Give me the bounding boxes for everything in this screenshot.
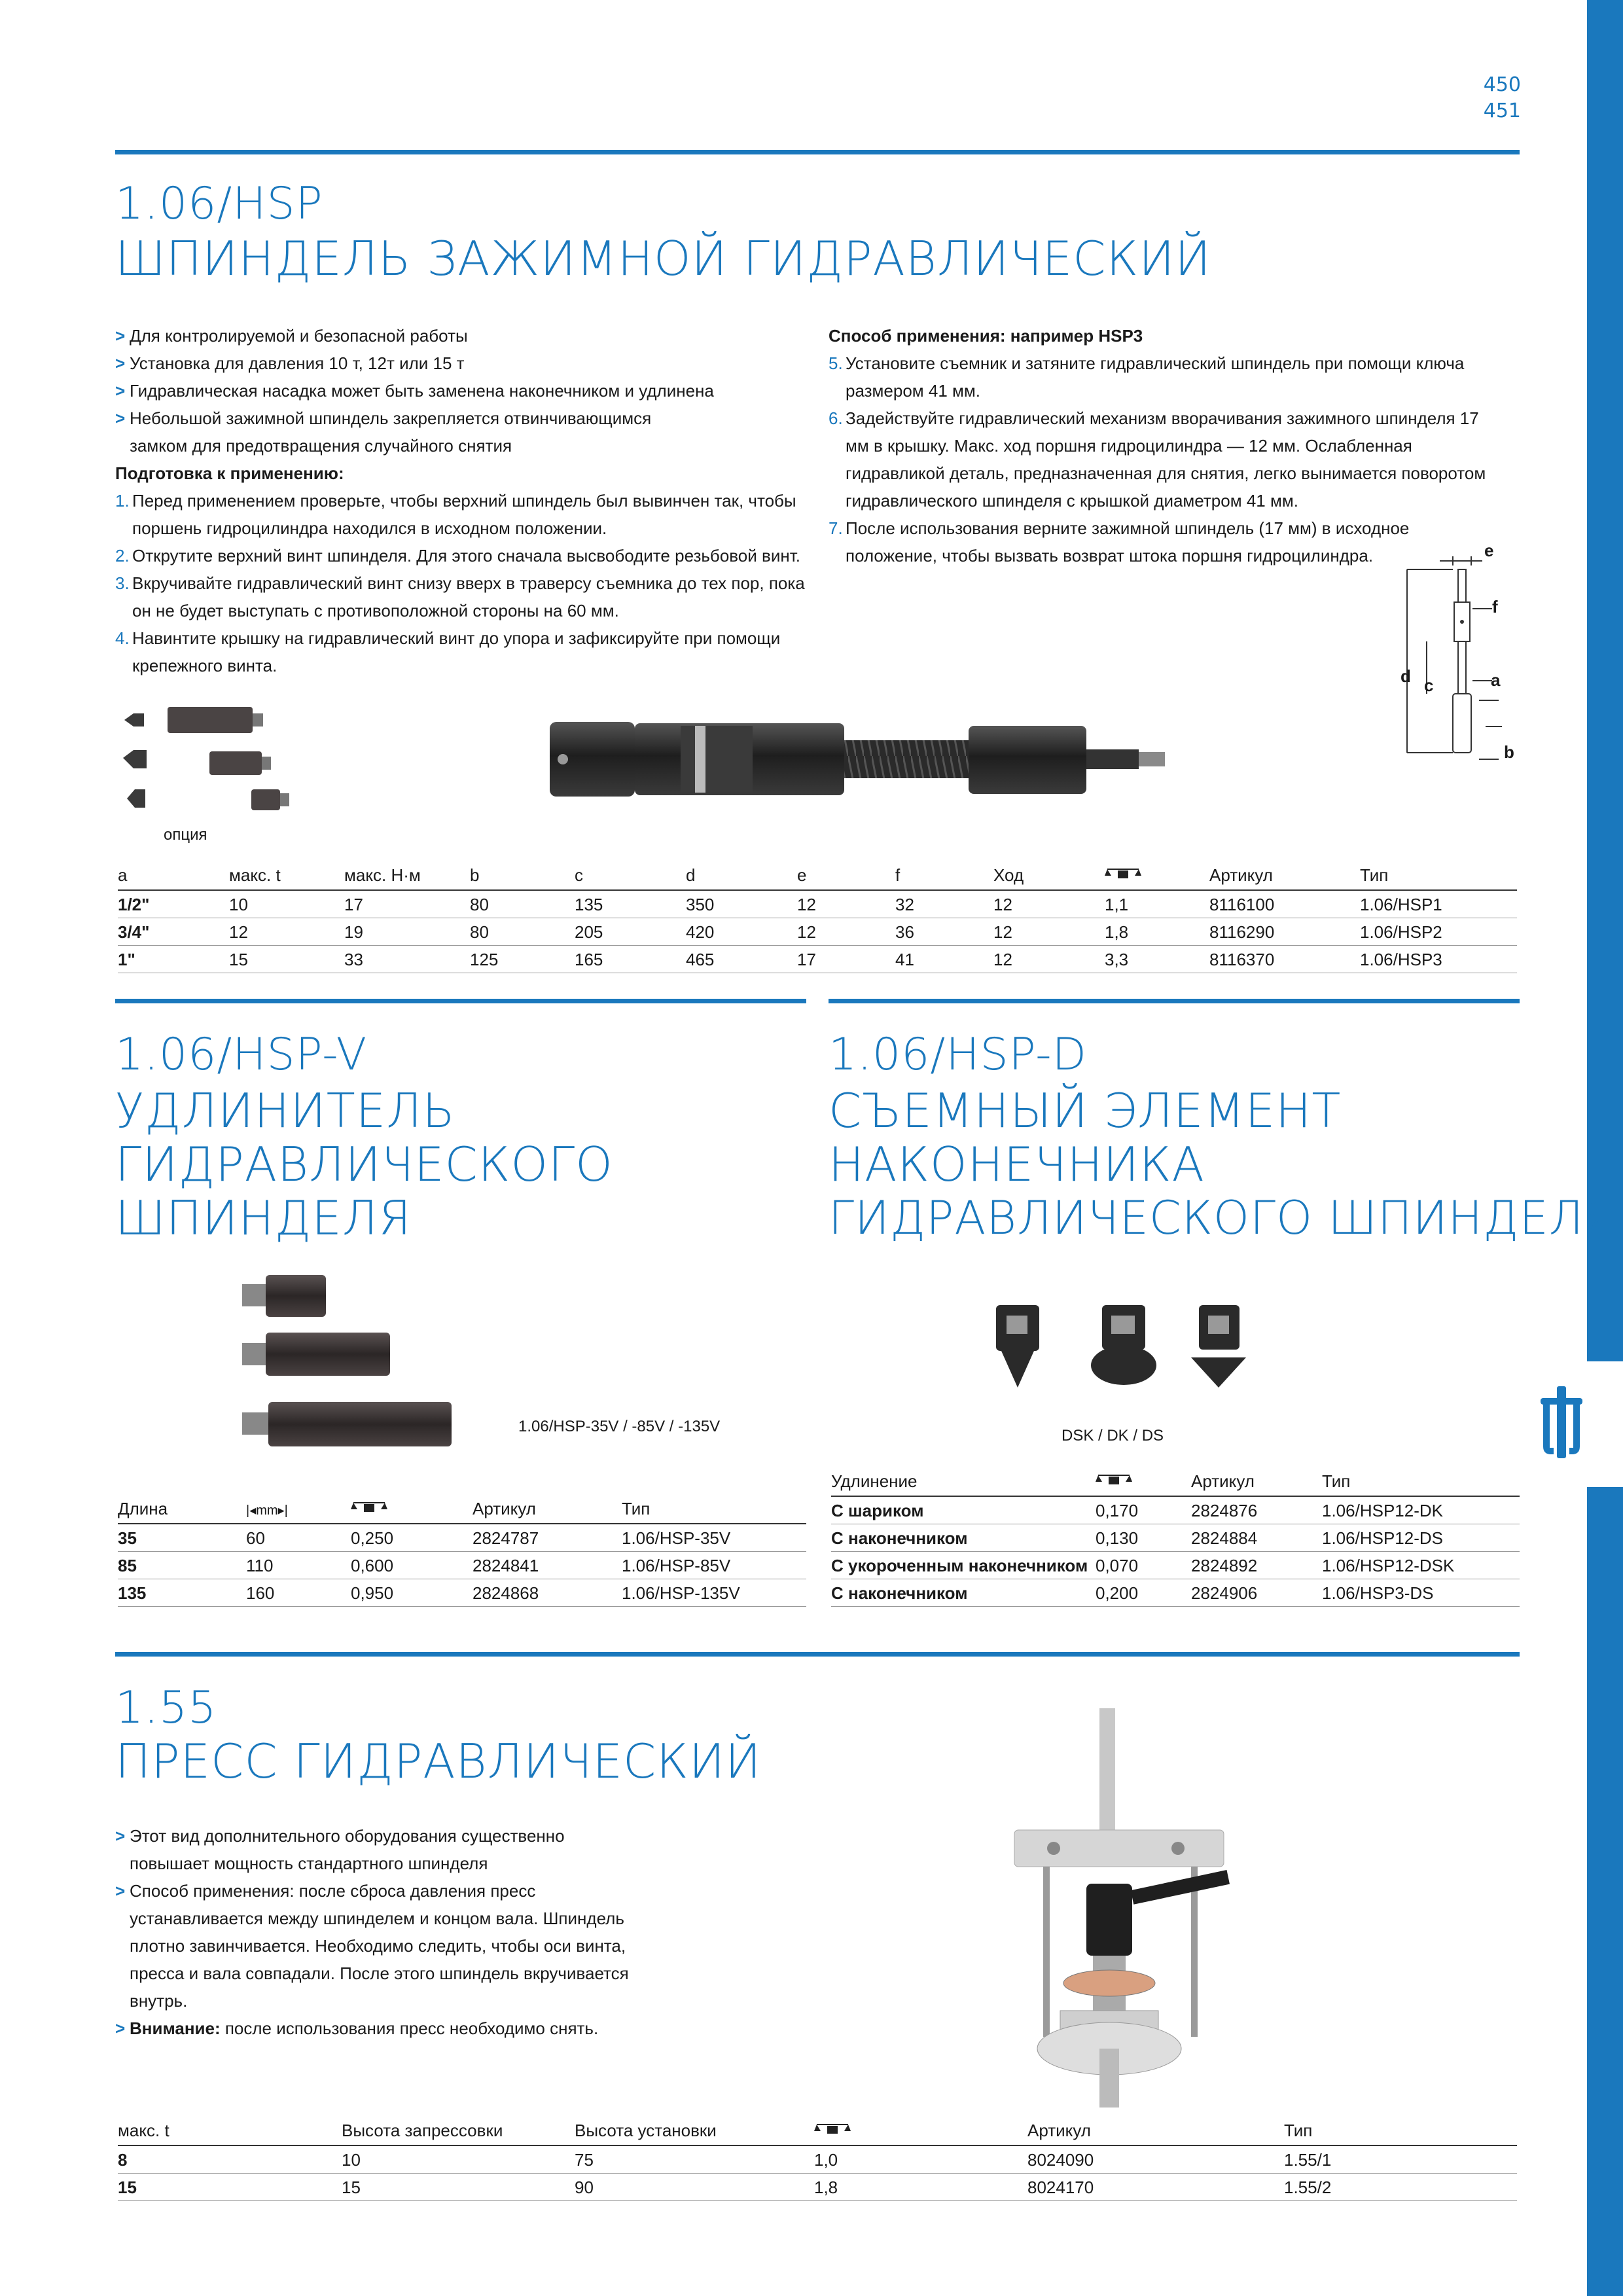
hsp-prep-step [115,542,809,569]
table-cell: 12 [993,946,1105,973]
table-cell: 420 [686,918,797,946]
hsp-left-column [115,322,809,679]
hsp-use-steps [829,350,1503,569]
table-cell: 350 [686,890,797,918]
table-cell: 1.55/2 [1284,2174,1517,2201]
table-header-row [118,2118,1517,2145]
table-cell: 8116100 [1209,890,1360,918]
dim-label-a: a [1491,670,1501,690]
table-row [118,946,1517,973]
hspd-code-heading: 1.06/HSP-D [829,1029,1088,1081]
col-header: Артикул [1027,2118,1284,2145]
table-row [118,1579,806,1607]
sidebar-bar-top [1587,0,1623,1361]
table-cell: 0,600 [351,1552,473,1579]
table-row [118,1524,806,1552]
table-row [831,1552,1520,1579]
dim-label-f: f [1492,597,1498,617]
hsp-prep-step [115,487,809,542]
weight-icon [1105,863,1209,890]
table-cell: 2824906 [1191,1579,1322,1607]
table-cell: 17 [344,890,470,918]
table-cell: 1,8 [1105,918,1209,946]
table-cell: 60 [246,1524,351,1552]
table-header-row [831,1469,1520,1496]
hsp-code-heading: 1.06/HSP [115,178,323,230]
table-cell: 0,200 [1096,1579,1191,1607]
table-cell: 2824892 [1191,1552,1322,1579]
table-cell: 1/2" [118,890,229,918]
table-cell: 12 [797,890,895,918]
step-text: Вкручивайте гидравлический винт снизу вверх в траверсу съемника до тех пор, пока он не будет выступать с противоположной стороны на 60 мм. [132,573,805,620]
page-number-right: 451 [1483,99,1521,122]
hsp-spec-table [118,863,1517,973]
hsp-feature-item: > Небольшой зажимной шпиндель закрепляется отвинчивающимся замком для предотвращения случайного снятия [115,404,692,459]
hsp-dimension-diagram [1387,543,1571,792]
section-rule-press [115,1652,1520,1657]
col-header: Тип [1322,1469,1520,1496]
hspv-spec-table [118,1496,806,1607]
table-cell: 125 [470,946,575,973]
table-cell: 12 [993,918,1105,946]
table-cell: 205 [575,918,686,946]
table-cell: 2824868 [473,1579,622,1607]
col-header: Артикул [473,1496,622,1524]
col-header: c [575,863,686,890]
table-cell: 15 [118,2174,342,2201]
table-cell: 8024170 [1027,2174,1284,2201]
press-warning-text: после использования пресс необходимо снять. [220,2018,599,2038]
table-cell: 17 [797,946,895,973]
table-cell: 1.06/HSP12-DS [1322,1524,1520,1552]
table-cell: 1.06/HSP1 [1360,890,1517,918]
table-cell: 8024090 [1027,2145,1284,2174]
table-cell: 36 [895,918,993,946]
step-number: 7. [829,518,843,538]
table-cell: 0,950 [351,1579,473,1607]
hsp-feature-list [115,322,809,459]
hydraulic-press-image [1001,1708,1250,2108]
table-cell: 32 [895,890,993,918]
weight-icon [814,2118,1027,2145]
col-header: макс. Н·м [344,863,470,890]
table-cell: С наконечником [831,1524,1096,1552]
table-cell: 8116290 [1209,918,1360,946]
step-number: 2. [115,546,130,565]
col-header: f [895,863,993,890]
col-header: Длина [118,1496,246,1524]
hsp-prep-step [115,624,809,679]
col-header: Тип [1284,2118,1517,2145]
table-cell: 1.06/HSP-85V [622,1552,806,1579]
table-cell: 465 [686,946,797,973]
hsp-feature-item: > Установка для давления 10 т, 12т или 15 т [115,350,809,377]
table-row [118,918,1517,946]
hspv-title-line: ГИДРАВЛИЧЕСКОГО [115,1137,613,1192]
table-cell: 1.06/HSP-35V [622,1524,806,1552]
table-cell: 12 [229,918,344,946]
col-header: Высота установки [575,2118,814,2145]
step-text: Установите съемник и затяните гидравлический шпиндель при помощи ключа размером 41 мм. [846,353,1465,401]
press-feature-item: > Этот вид дополнительного оборудования существенно повышает мощность стандартного шпинделя [115,1822,639,1877]
table-cell: 33 [344,946,470,973]
weight-icon [1096,1469,1191,1496]
step-number: 1. [115,491,130,511]
col-header: Удлинение [831,1469,1096,1496]
table-row [118,1552,806,1579]
table-cell: 1,0 [814,2145,1027,2174]
table-cell: 0,250 [351,1524,473,1552]
hspd-title-line: НАКОНЕЧНИКА [829,1137,1205,1192]
table-row [831,1524,1520,1552]
table-cell: 19 [344,918,470,946]
hspd-caption: DSK / DK / DS [1061,1427,1164,1444]
table-cell: 8116370 [1209,946,1360,973]
table-cell: 15 [342,2174,575,2201]
hsp-right-column [829,322,1503,569]
weight-icon [351,1496,473,1524]
step-number: 6. [829,408,843,428]
table-row [118,890,1517,918]
table-cell: С наконечником [831,1579,1096,1607]
step-text: Навинтите крышку на гидравлический винт до упора и зафиксируйте при помощи крепежного винта. [132,628,781,675]
col-header: a [118,863,229,890]
press-warning-label: Внимание: [130,2018,221,2038]
dim-label-c: c [1424,675,1434,695]
table-row [831,1579,1520,1607]
table-cell: 10 [342,2145,575,2174]
hsp-prep-heading: Подготовка к применению: [115,463,344,483]
table-cell: 1,1 [1105,890,1209,918]
table-cell: 1.06/HSP2 [1360,918,1517,946]
table-cell: С шариком [831,1496,1096,1524]
hsp-option-tips-image [118,700,314,831]
table-cell: 35 [118,1524,246,1552]
press-code-heading: 1.55 [115,1682,217,1734]
table-cell: 0,130 [1096,1524,1191,1552]
dim-label-d: d [1400,666,1411,686]
hspv-caption: 1.06/HSP-35V / -85V / -135V [518,1418,721,1435]
press-feature-item: > Способ применения: после сброса давления пресс устанавливается между шпинделем и концом вала. Шпиндель плотно завинчивается. Необходимо следить, чтобы оси винта, пресса и вала совпадали. После этого шпиндель вкручивается внутрь. [115,1877,639,2015]
col-header: Тип [622,1496,806,1524]
hspv-extensions-image [242,1275,465,1458]
hspd-title-line: СЪЕМНЫЙ ЭЛЕМЕНТ [829,1083,1342,1138]
press-feature-list [115,1822,639,2042]
press-title-heading: ПРЕСС ГИДРАВЛИЧЕСКИЙ [115,1734,762,1789]
table-cell: 1.06/HSP-135V [622,1579,806,1607]
section-rule-hspv [115,999,806,1003]
hsp-use-step [829,350,1503,404]
table-cell: 12 [993,890,1105,918]
table-cell: 1.55/1 [1284,2145,1517,2174]
table-cell: 165 [575,946,686,973]
table-cell: 2824884 [1191,1524,1322,1552]
hsp-use-step [829,404,1503,514]
table-cell: 160 [246,1579,351,1607]
step-text: Задействуйте гидравлический механизм вворачивания зажимного шпинделя 17 мм в крышку. Макс. ход поршня гидроцилиндра — 12 мм. Ослабленная гидравликой деталь, предназначенная для снятия, легко вынимается поворотом гидравлического шпинделя с крышкой диаметром 41 мм. [846,408,1486,511]
table-cell: 135 [575,890,686,918]
mm-label: mm [256,1503,278,1518]
col-header: Высота запрессовки [342,2118,575,2145]
table-cell: 85 [118,1552,246,1579]
hspd-title-line: ГИДРАВЛИЧЕСКОГО ШПИНДЕЛЯ [829,1191,1617,1245]
table-cell: 2824787 [473,1524,622,1552]
hsp-option-label: опция [164,826,207,844]
press-feature-item [115,2015,639,2042]
col-header: Артикул [1191,1469,1322,1496]
table-row [118,2174,1517,2201]
table-cell: 41 [895,946,993,973]
table-cell: 3,3 [1105,946,1209,973]
press-spec-table [118,2118,1517,2201]
hsp-prep-step [115,569,809,624]
col-header: Ход [993,863,1105,890]
step-text: После использования верните зажимной шпиндель (17 мм) в исходное положение, чтобы вызвать возврат штока поршня гидроцилиндра. [846,518,1410,565]
step-text: Открутите верхний винт шпинделя. Для этого сначала высвободите резьбовой винт. [132,546,800,565]
table-cell: 80 [470,918,575,946]
col-header: макс. t [229,863,344,890]
table-cell: 1.06/HSP3-DS [1322,1579,1520,1607]
table-cell: 75 [575,2145,814,2174]
step-number: 5. [829,353,843,373]
table-header-row [118,1496,806,1524]
table-cell: 15 [229,946,344,973]
dim-label-b: b [1504,742,1514,762]
table-row [831,1496,1520,1524]
table-cell: 1" [118,946,229,973]
step-number: 4. [115,628,130,648]
col-header: e [797,863,895,890]
table-cell: 0,070 [1096,1552,1191,1579]
table-cell: 2824876 [1191,1496,1322,1524]
page-number-left: 450 [1483,73,1521,96]
table-cell: 2824841 [473,1552,622,1579]
table-cell: 12 [797,918,895,946]
hsp-feature-item: > Гидравлическая насадка может быть заменена наконечником и удлинена [115,377,809,404]
table-cell: 3/4" [118,918,229,946]
hspv-title-line: ШПИНДЕЛЯ [115,1191,412,1246]
hspd-tips-image [995,1302,1257,1401]
hsp-feature-item: > Для контролируемой и безопасной работы [115,322,809,350]
table-cell: 1,8 [814,2174,1027,2201]
section-rule-hsp [115,150,1520,154]
col-header: d [686,863,797,890]
table-cell: 1.06/HSP12-DSK [1322,1552,1520,1579]
col-header: b [470,863,575,890]
section-rule-hspd [829,999,1520,1003]
hspd-spec-table [831,1469,1520,1607]
step-number: 3. [115,573,130,593]
table-cell: 80 [470,890,575,918]
hsp-title-heading: ШПИНДЕЛЬ ЗАЖИМНОЙ ГИДРАВЛИЧЕСКИЙ [115,231,1211,286]
table-row [118,2145,1517,2174]
hsp-use-heading: Способ применения: например HSP3 [829,326,1143,346]
step-text: Перед применением проверьте, чтобы верхний шпиндель был вывинчен так, чтобы поршень гидроцилиндра находился в исходном положении. [132,491,796,538]
table-cell: С укороченным наконечником [831,1552,1096,1579]
hydraulic-spindle-image [550,717,1178,802]
hspv-code-heading: 1.06/HSP-V [115,1029,368,1081]
table-cell: 110 [246,1552,351,1579]
table-cell: 135 [118,1579,246,1607]
table-header-row [118,863,1517,890]
hsp-prep-steps [115,487,809,679]
table-cell: 1.06/HSP3 [1360,946,1517,973]
press-text [115,1822,639,2042]
dim-label-e: e [1484,541,1494,560]
col-header: макс. t [118,2118,342,2145]
hspv-title-line: УДЛИНИТЕЛЬ [115,1083,455,1138]
col-header: Тип [1360,863,1517,890]
table-cell: 8 [118,2145,342,2174]
table-cell: 1.06/HSP12-DK [1322,1496,1520,1524]
col-header: Артикул [1209,863,1360,890]
puller-logo-icon [1537,1386,1586,1465]
sidebar-bar-bottom [1587,1487,1623,2296]
table-cell: 90 [575,2174,814,2201]
table-cell: 0,170 [1096,1496,1191,1524]
table-cell: 10 [229,890,344,918]
mm-length-icon: |◂mm▸| [246,1496,351,1524]
